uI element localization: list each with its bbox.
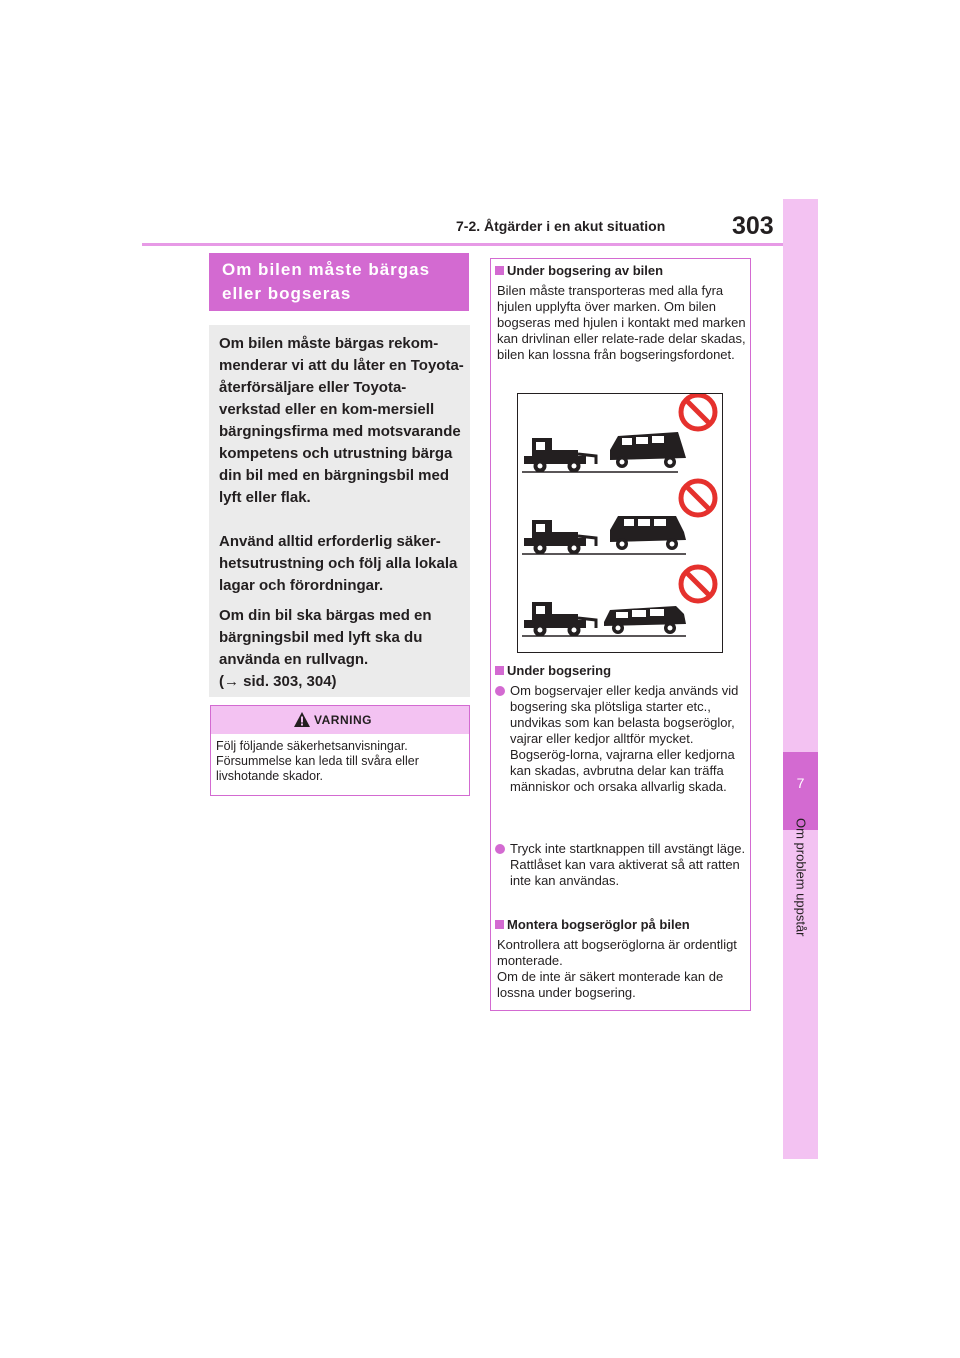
subsection-heading-2: Under bogsering <box>495 663 611 678</box>
warning-title: VARNING <box>314 713 372 727</box>
intro-paragraph: Om bilen måste bärgas rekom-menderar vi att du låter en Toyota-återförsäljare eller Toyota-verkstad eller en kom-mersiell bärgningsfirma med motsvarande kompetens och utrustning bärga din bil med en bärgningsbil med lyft eller flak. <box>219 335 464 506</box>
warning-triangle-icon <box>293 711 311 728</box>
intro-paragraph: Använd alltid erforderlig säker-hetsutrustning och följ alla lokala lagar och förordningar. <box>219 533 458 594</box>
bullet-text-2: Tryck inte startknappen till avstängt läge. Rattlåset kan vara aktiverat så att ratten inte kan användas. <box>510 841 746 888</box>
square-bullet-icon <box>495 666 504 675</box>
page-number: 303 <box>732 212 774 240</box>
chapter-title-vertical <box>783 818 818 978</box>
section-heading: Om bilen måste bärgas eller bogseras <box>222 260 431 303</box>
towing-illustration <box>517 393 723 653</box>
chapter-title: Om problem uppstår <box>793 818 808 937</box>
square-bullet-icon <box>495 920 504 929</box>
subsection-text-3: Kontrollera att bogseröglorna är ordentligt monterade. Om de inte är säkert monterade kan de lossna under bogsering. <box>497 937 737 1000</box>
tow-row-2 <box>522 481 715 555</box>
intro-box <box>209 325 470 697</box>
subsection-text-1: Bilen måste transporteras med alla fyra hjulen upplyfta över marken. Om bilen bogseras med hjulen i kontakt med marken kan drivlinan eller relate-rade delar skadas, bilen kan lossna från bogseringsfordonet. <box>497 283 746 362</box>
round-bullet-icon <box>495 686 505 696</box>
warning-header <box>211 706 469 734</box>
car-icon <box>610 432 686 468</box>
section-heading-box <box>209 253 469 311</box>
car-icon <box>610 516 686 550</box>
subsection-heading-3: Montera bogseröglor på bilen <box>495 917 690 932</box>
bullet-text-1: Om bogservajer eller kedja används vid bogsering ska plötsliga starter etc., undvikas som kan belasta bogseröglor, vajrar eller kedjor alltför mycket. Bogserög-lorna, vajrarna eller kedjorna kan skadas, avbrutna delar kan träffa människor och orsaka allvarlig skada. <box>510 683 739 794</box>
towing-prohibited-diagrams <box>518 394 722 652</box>
header-rule <box>142 243 783 246</box>
round-bullet-icon <box>495 844 505 854</box>
warning-box <box>210 705 470 796</box>
tow-row-1 <box>522 395 715 473</box>
section-title: 7-2. Åtgärder i en akut situation <box>456 218 666 234</box>
intro-paragraph: Om din bil ska bärgas med en bärgningsbil med lyft ska du använda en rullvagn. <box>219 607 432 668</box>
subsection-heading-1: Under bogsering av bilen <box>495 263 663 278</box>
chapter-side-tab <box>783 199 818 1159</box>
page-reference: (→ sid. 303, 304) <box>219 673 337 690</box>
warning-text: Följ följande säkerhetsanvisningar. Försummelse kan leda till svåra eller livshotande skador. <box>216 739 419 783</box>
car-icon <box>604 606 686 634</box>
chapter-number: 7 <box>796 775 805 791</box>
square-bullet-icon <box>495 266 504 275</box>
tow-row-3 <box>522 567 715 637</box>
